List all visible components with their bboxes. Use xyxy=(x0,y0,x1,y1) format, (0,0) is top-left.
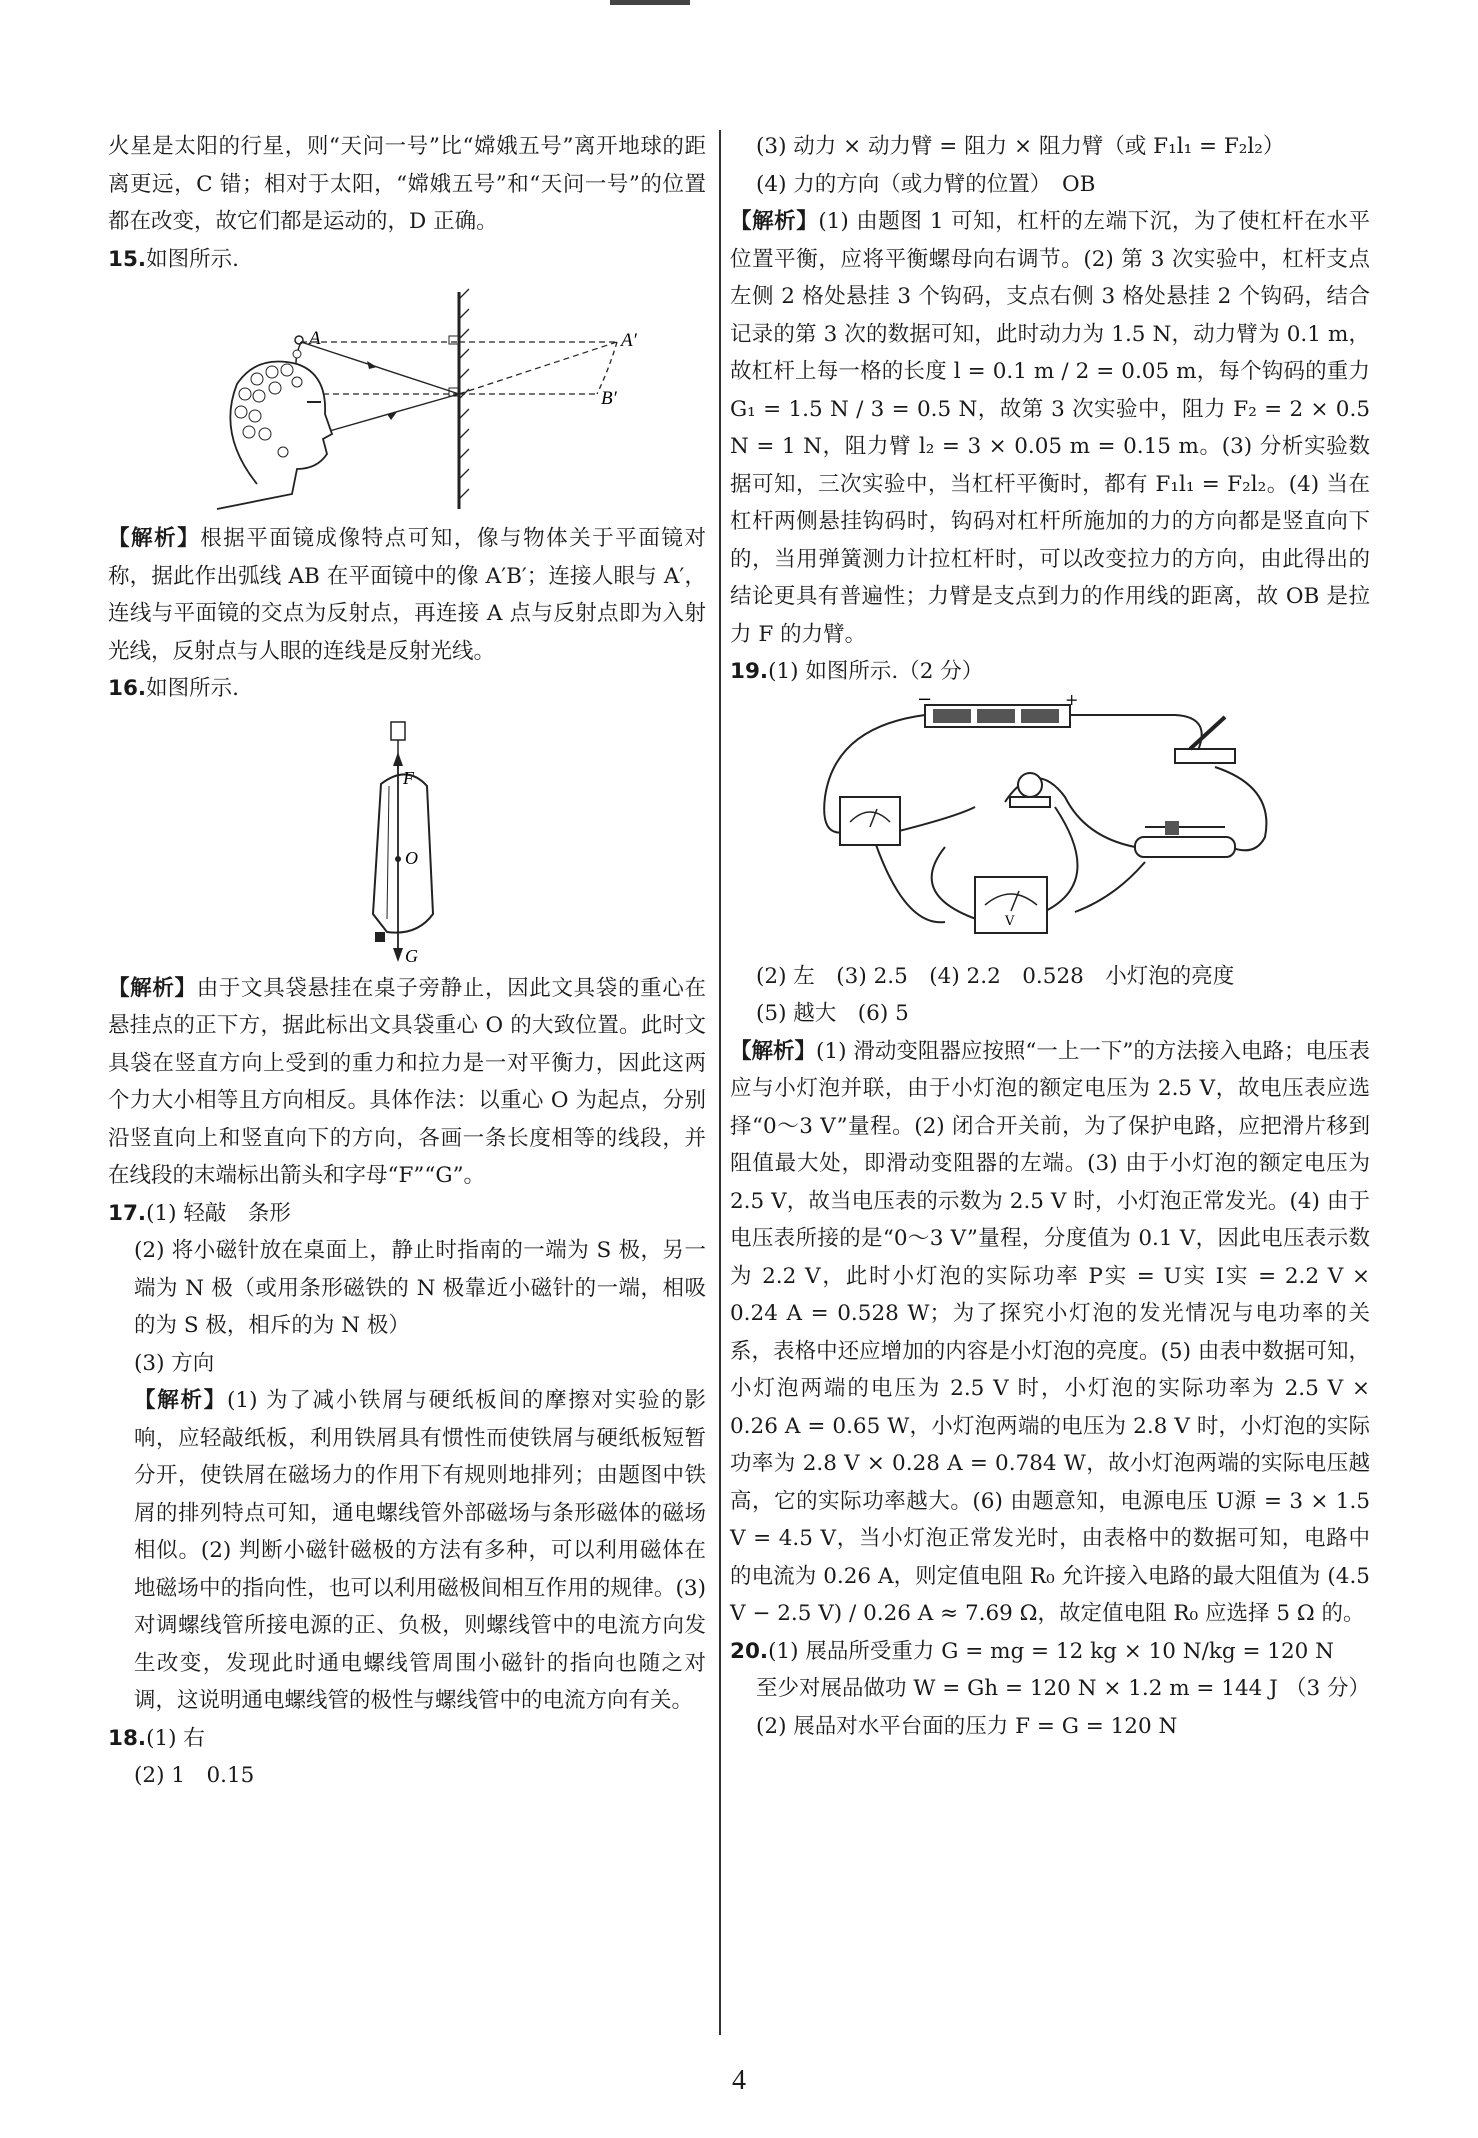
q18-number: 18. xyxy=(108,1725,147,1751)
q19-circuit-figure xyxy=(815,688,1285,952)
opera-head-illustration xyxy=(217,350,332,509)
force-f-label: F xyxy=(403,767,414,788)
label-a: A xyxy=(309,328,321,349)
q17-number: 17. xyxy=(108,1200,147,1226)
q20-number: 20. xyxy=(730,1638,769,1664)
q18-answer-3: (3) 动力 × 动力臂 = 阻力 × 阻力臂（或 F₁l₁ = F₂l₂） xyxy=(756,134,1285,159)
switch xyxy=(1175,717,1235,763)
page-number: 4 xyxy=(732,2065,746,2096)
battery-pack xyxy=(917,689,1078,727)
q15-analysis: 【解析】根据平面镜成像特点可知，像与物体关于平面镜对称，据此作出弧线 AB 在平面镜中的像 A′B′；连接人眼与 A′，连线与平面镜的交点为反射点，再连接 A 点与反射点即为入射光线，反射点与人眼的连线是反射光线。 xyxy=(108,526,706,664)
q19-answer-2: (2) 左 (3) 2.5 (4) 2.2 0.528 小灯泡的亮度 xyxy=(756,963,1235,989)
center-o-label: O xyxy=(405,847,418,868)
rheostat xyxy=(1135,821,1235,857)
q19-analysis: 【解析】(1) 滑动变阻器应按照“一上一下”的方法接入电路；电压表应与小灯泡并联，由于小灯泡的额定电压为 2.5 V，故电压表应选择“0～3 V”量程。(2) 闭合开关前，为了保护电路，应把滑片移到阻值最大处，即滑动变阻器的左端。(3) 由于小灯泡的额定电压为 2.5 V，故当电压表的示数为 2.5 V 时，小灯泡正常发光。(4) 由于电压表所接的是“0～3 V”量程，分度值为 0.1 V，因此电压表示数为 2.2 V，此时小灯泡的实际功率 P实 = U实 I实 = 2.2 V × 0.24 A = 0.528 W；为了探究小灯泡的发光情况与电功率的关系，表格中还应增加的内容是小灯泡的亮度。(5) 由表中数据可知，小灯泡两端的电压为 2.5 V 时，小灯泡的实际功率为 2.5 V × 0.26 A = 0.65 W，小灯泡两端的电压为 2.8 V 时，小灯泡的实际功率为 2.8 V × 0.28 A = 0.784 W，故小灯泡两端的实际电压越高，它的实际功率越大。(6) 由题意知，电源电压 U源 = 3 × 1.5 V = 4.5 V，当小灯泡正常发光时，由表格中的数据可知，电路中的电流为 0.26 A，则定值电阻 R₀ 允许接入电路的最大阻值为 (4.5 V − 2.5 V) / 0.26 A ≈ 7.69 Ω，故定值电阻 R₀ 应选择 5 Ω 的。 xyxy=(730,1038,1370,1626)
q17-answer-3: (3) 方向 xyxy=(134,1350,215,1376)
label-a-prime: A′ xyxy=(621,330,637,351)
q17-answer-2: (2) 将小磁针放在桌面上，静止时指南的一端为 S 极，另一端为 N 极（或用条形磁铁的 N 极靠近小磁针的一端，相吸的为 S 极，相斥的为 N 极） xyxy=(134,1238,706,1338)
q17-answer-1: 17.(1) 轻敲 条形 xyxy=(108,1200,291,1226)
top-edge-mark xyxy=(610,0,690,5)
label-b-prime: B′ xyxy=(601,388,617,409)
q17-analysis: 【解析】(1) 为了减小铁屑与硬纸板间的摩擦对实验的影响，应轻敲纸板，利用铁屑具有惯性而使铁屑与硬纸板短暂分开，使铁屑在磁场力的作用下有规则地排列；由题图中铁屑的排列特点可知，通电螺线管外部磁场与条形磁体的磁场相似。(2) 判断小磁针磁极的方法有多种，可以利用磁体在地磁场中的指向性，也可以利用磁极间相互作用的规律。(3) 对调螺线管所接电源的正、负极，则螺线管中的电流方向发生改变，发现此时通电螺线管周围小磁针的指向也随之对调，这说明通电螺线管的极性与螺线管中的电流方向有关。 xyxy=(134,1388,706,1713)
q20-score: （3 分） xyxy=(1284,1676,1370,1701)
q16-pencil-bag-figure xyxy=(307,714,507,964)
gravity-g-label: G xyxy=(405,945,418,966)
q19-number: 19. xyxy=(730,659,769,684)
q19-answer-1: 19.(1) 如图所示.（2 分） xyxy=(730,659,984,684)
q16-analysis: 【解析】由于文具袋悬挂在桌子旁静止，因此文具袋的重心在悬挂点的正下方，据此标出文具袋重心 O 的大致位置。此时文具袋在竖直方向上受到的重力和拉力是一对平衡力，因此这两个力大小相等且方向相反。具体作法：以重心 O 为起点，分别沿竖直向上和竖直向下的方向，各画一条长度相等的线段，并在线段的末端标出箭头和字母“F”“G”。 xyxy=(108,975,706,1188)
q15-mirror-figure xyxy=(197,284,637,514)
left-column xyxy=(108,128,706,1795)
voltmeter-v-label: V xyxy=(1005,913,1015,929)
q18-answer-4: (4) 力的方向（或力臂的位置） OB xyxy=(756,171,1096,197)
q14-continuation: 火星是太阳的行星，则“天问一号”比“嫦娥五号”离开地球的距离更远，C 错；相对于太阳，“嫦娥五号”和“天问一号”的位置都在改变，故它们都是运动的，D 正确。 xyxy=(108,134,706,234)
voltmeter xyxy=(975,877,1047,933)
bulb xyxy=(1010,773,1050,807)
battery-minus-label: − xyxy=(917,688,933,710)
q20-line-2: 至少对展品做功 W = Gh = 120 N × 1.2 m = 144 J （3 分） xyxy=(730,1670,1370,1708)
q16-number: 16. xyxy=(108,676,147,701)
q18-answer-1: 18.(1) 右 xyxy=(108,1725,205,1751)
column-divider xyxy=(719,130,721,2035)
q20-line-1: 20.(1) 展品所受重力 G = mg = 12 kg × 10 N/kg = 120 N xyxy=(730,1638,1334,1664)
battery-plus-label: + xyxy=(1065,689,1079,709)
q16-header: 16.如图所示. xyxy=(108,676,239,701)
q19-answer-3: (5) 越大 (6) 5 xyxy=(756,1001,909,1026)
q18-analysis: 【解析】(1) 由题图 1 可知，杠杆的左端下沉，为了使杠杆在水平位置平衡，应将平衡螺母向右调节。(2) 第 3 次实验中，杠杆支点左侧 2 格处悬挂 3 个钩码，支点右侧 3 格处悬挂 2 个钩码，结合记录的第 3 次的数据可知，此时动力为 1.5 N，动力臂为 0.1 m，故杠杆上每一格的长度 l = 0.1 m / 2 = 0.05 m，每个钩码的重力 G₁ = 1.5 N / 3 = 0.5 N，故第 3 次实验中，阻力 F₂ = 2 × 0.5 N = 1 N，阻力臂 l₂ = 3 × 0.05 m = 0.15 m。(3) 分析实验数据可知，三次实验中，当杠杆平衡时，都有 F₁l₁ = F₂l₂。(4) 当在杠杆两侧悬挂钩码时，钩码对杠杆所施加的力的方向都是竖直向下的，当用弹簧测力计拉杠杆时，可以改变拉力的方向，由此得出的结论更具有普遍性；力臂是支点到力的作用线的距离，故 OB 是拉力 F 的力臂。 xyxy=(730,209,1370,647)
ammeter xyxy=(840,797,900,845)
right-column xyxy=(730,128,1370,1745)
q15-header: 15.如图所示. xyxy=(108,246,239,272)
q20-line-3: (2) 展品对水平台面的压力 F = G = 120 N xyxy=(756,1713,1178,1739)
q18-answer-2: (2) 1 0.15 xyxy=(134,1763,255,1788)
q15-number: 15. xyxy=(108,246,147,272)
